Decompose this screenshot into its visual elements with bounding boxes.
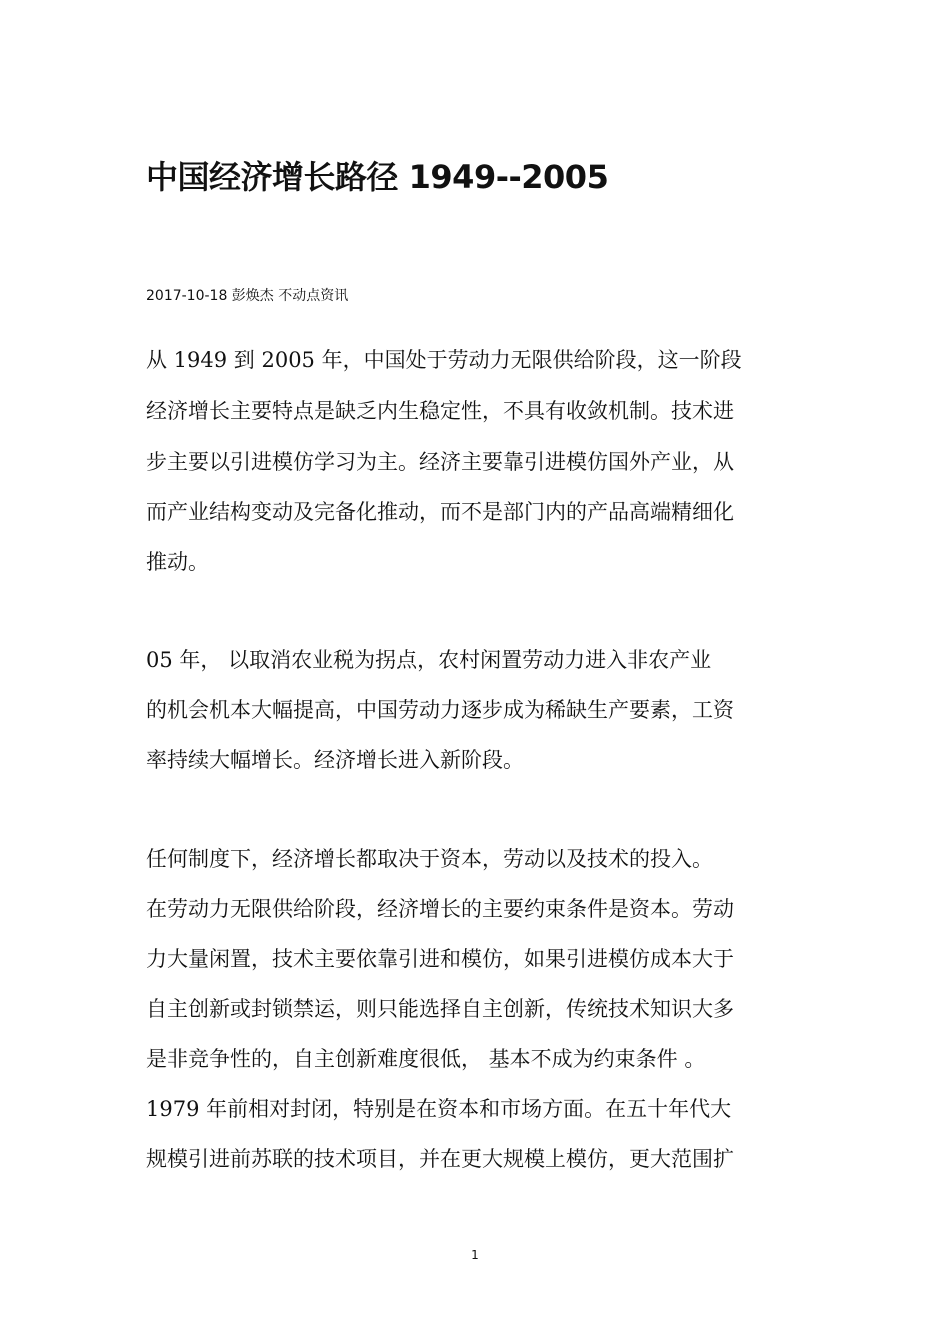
page-number: 1 xyxy=(471,1248,479,1262)
paragraph-2-line-3: 率持续大幅增长。经济增长进入新阶段。 xyxy=(146,748,524,772)
paragraph-1-line-3: 步主要以引进模仿学习为主。经济主要靠引进模仿国外产业，从 xyxy=(146,450,734,474)
paragraph-3-line-4: 自主创新或封锁禁运，则只能选择自主创新，传统技术知识大多 xyxy=(146,997,734,1021)
paragraph-1-line-2: 经济增长主要特点是缺乏内生稳定性，不具有收敛机制。技术进 xyxy=(146,399,734,423)
article-meta: 2017-10-18 彭焕杰 不动点资讯 xyxy=(146,288,349,304)
paragraph-1-line-5: 推动。 xyxy=(146,550,209,574)
paragraph-3-line-7: 规模引进前苏联的技术项目，并在更大规模上模仿，更大范围扩 xyxy=(146,1147,734,1171)
paragraph-1-line-4: 而产业结构变动及完备化推动，而不是部门内的产品高端精细化 xyxy=(146,500,734,524)
paragraph-2-line-1: 05 年， 以取消农业税为拐点，农村闲置劳动力进入非农产业 xyxy=(146,648,712,672)
paragraph-3-line-5: 是非竞争性的，自主创新难度很低， 基本不成为约束条件 。 xyxy=(146,1047,706,1071)
paragraph-1-line-1: 从 1949 到 2005 年，中国处于劳动力无限供给阶段，这一阶段 xyxy=(146,348,742,372)
article-title: 中国经济增长路径 1949--2005 xyxy=(146,158,609,196)
paragraph-3-line-6: 1979 年前相对封闭，特别是在资本和市场方面。在五十年代大 xyxy=(146,1097,732,1121)
paragraph-3-line-2: 在劳动力无限供给阶段，经济增长的主要约束条件是资本。劳动 xyxy=(146,897,734,921)
paragraph-2-line-2: 的机会机本大幅提高，中国劳动力逐步成为稀缺生产要素，工资 xyxy=(146,698,734,722)
paragraph-3-line-1: 任何制度下，经济增长都取决于资本，劳动以及技术的投入。 xyxy=(146,847,713,871)
paragraph-3-line-3: 力大量闲置，技术主要依靠引进和模仿，如果引进模仿成本大于 xyxy=(146,947,734,971)
